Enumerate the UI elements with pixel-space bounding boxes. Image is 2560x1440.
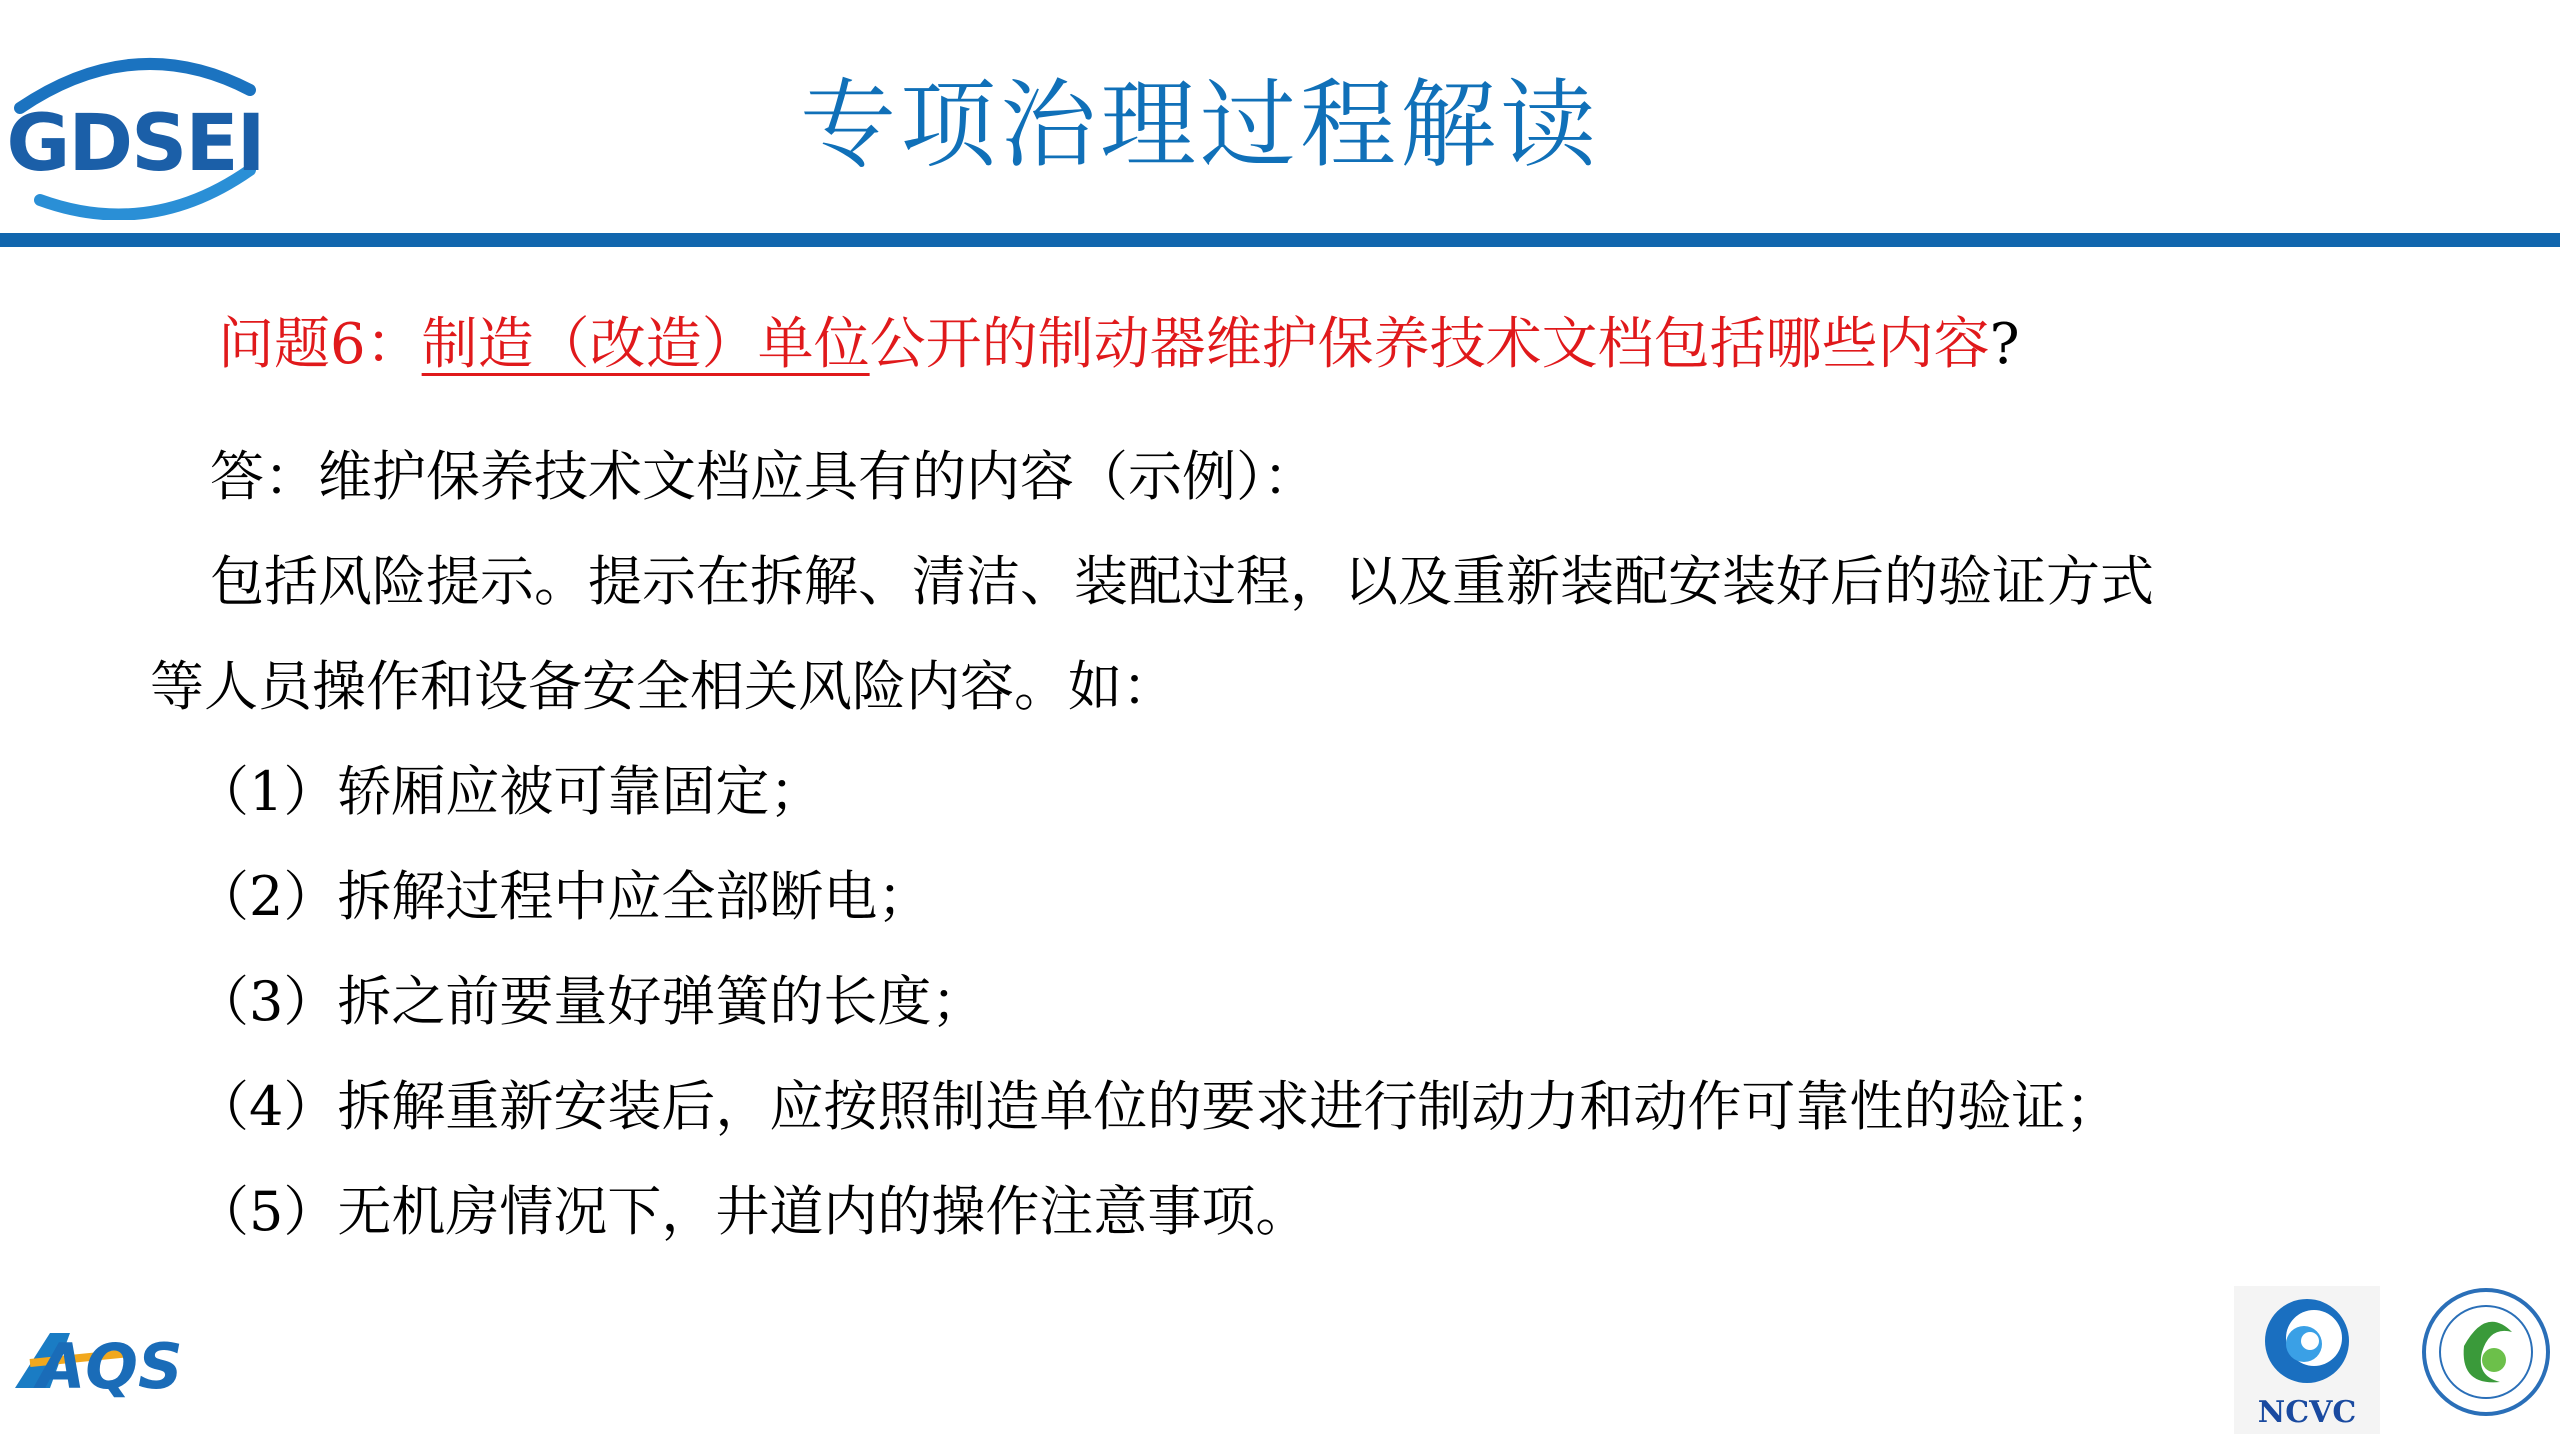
list-item: （2）拆解过程中应全部断电； (195, 865, 932, 928)
question-heading (218, 305, 2020, 385)
answer-para-line1: 包括风险提示。提示在拆解、清洁、装配过程，以及重新装配安装好后的验证方式 (210, 550, 2154, 613)
question-text: 公开的制动器维护保养技术文档包括哪些内容 (869, 312, 1990, 377)
list-item: （1）轿厢应被可靠固定； (195, 760, 824, 823)
slide-title: 专项治理过程解读 (800, 69, 1600, 181)
aqs-logo (10, 1318, 200, 1408)
svg-text:AQS: AQS (37, 1330, 183, 1403)
seal-logo (2420, 1286, 2552, 1418)
ncvc-swirl-icon (2234, 1286, 2380, 1396)
question-mark: ? (1989, 312, 2020, 377)
list-item: （3）拆之前要量好弹簧的长度； (195, 970, 986, 1033)
question-underlined: 制造（改造）单位 (421, 312, 870, 377)
ncvc-logo-text: NCVC (2257, 1395, 2357, 1430)
svg-text:GDSEI: GDSEI (6, 99, 264, 189)
question-prefix: 问题6： (218, 312, 422, 377)
ncvc-logo (2234, 1286, 2380, 1434)
header-divider (0, 233, 2560, 247)
answer-para-line2: 等人员操作和设备安全相关风险内容。如： (150, 655, 1176, 718)
list-item: （5）无机房情况下，井道内的操作注意事项。 (195, 1180, 1310, 1243)
answer-intro: 答：维护保养技术文档应具有的内容（示例）： (210, 445, 1317, 508)
list-item: （4）拆解重新安装后，应按照制造单位的要求进行制动力和动作可靠性的验证； (195, 1075, 2120, 1138)
